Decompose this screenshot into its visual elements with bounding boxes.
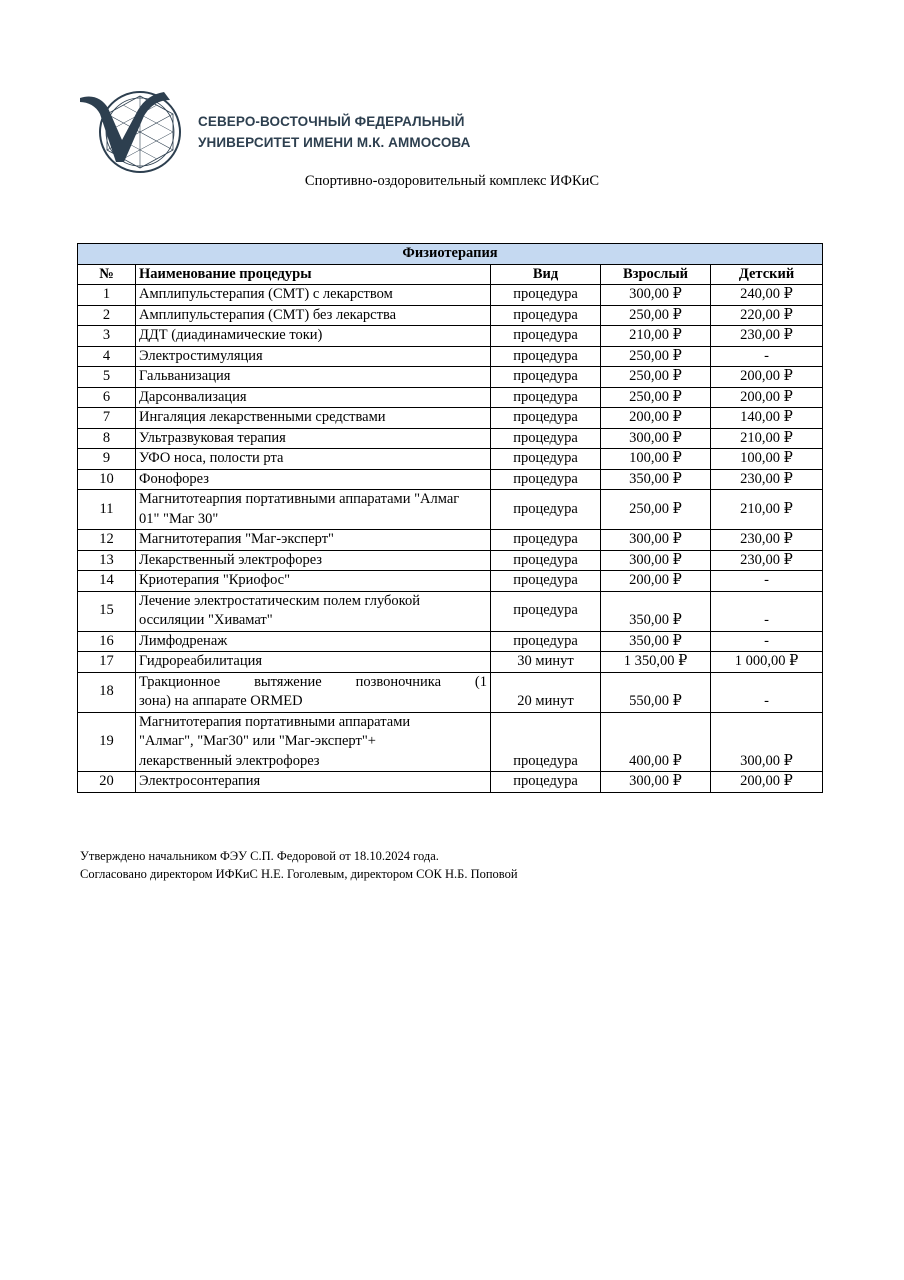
procedure-name: Дарсонвализация [136,387,491,408]
procedure-name: УФО носа, полости рта [136,449,491,470]
column-header-adult: Взрослый [601,264,711,285]
child-price: 140,00 ₽ [711,408,823,429]
procedure-kind: процедура [491,571,601,592]
row-number: 16 [78,631,136,652]
procedure-name-line: Лечение электростатическим полем глубокой [139,592,420,609]
adult-price: 350,00 ₽ [601,469,711,490]
adult-price: 1 350,00 ₽ [601,652,711,673]
procedure-kind: процедура [491,469,601,490]
procedure-kind: процедура [491,490,601,530]
child-price: - [711,591,823,631]
table-row [78,428,823,449]
procedure-name-line: "Алмаг", "Маг30" или "Маг-эксперт"+ [139,733,376,749]
procedure-kind: процедура [491,530,601,551]
approval-note-agreed: Согласовано директором ИФКиС Н.Е. Гоголевым, директором СОК Н.Б. Поповой [80,867,518,881]
adult-price: 200,00 ₽ [601,571,711,592]
child-price: 100,00 ₽ [711,449,823,470]
procedure-name-line: Магнитотеарпия портативными аппаратами "Алмаг [139,491,460,507]
adult-price: 250,00 ₽ [601,367,711,388]
table-row [78,305,823,326]
procedure-name: Лимфодренаж [136,631,491,652]
child-price: 230,00 ₽ [711,469,823,490]
procedure-name [136,591,491,631]
child-price: 220,00 ₽ [711,305,823,326]
child-price: 200,00 ₽ [711,772,823,793]
procedure-kind: процедура [491,591,601,631]
row-number: 18 [78,672,136,712]
adult-price: 300,00 ₽ [601,285,711,306]
approval-notes [80,847,518,883]
adult-price: 250,00 ₽ [601,387,711,408]
row-number: 1 [78,285,136,306]
adult-price: 250,00 ₽ [601,305,711,326]
adult-price: 300,00 ₽ [601,428,711,449]
table-row [78,408,823,429]
table-row [78,530,823,551]
table-row [78,571,823,592]
row-number: 7 [78,408,136,429]
adult-price: 550,00 ₽ [601,672,711,712]
adult-price: 200,00 ₽ [601,408,711,429]
procedure-name: Гидрореабилитация [136,652,491,673]
adult-price: 400,00 ₽ [601,712,711,772]
adult-price: 350,00 ₽ [601,591,711,631]
adult-price: 300,00 ₽ [601,550,711,571]
row-number: 2 [78,305,136,326]
procedure-name: Амплипульстерапия (СМТ) с лекарством [136,285,491,306]
approval-note-approved: Утверждено начальником ФЭУ С.П. Федоровой от 18.10.2024 года. [80,849,439,863]
procedure-name: Лекарственный электрофорез [136,550,491,571]
child-price: - [711,631,823,652]
row-number: 9 [78,449,136,470]
procedure-name [136,672,491,712]
procedure-name [136,490,491,530]
procedure-name: Электросонтерапия [136,772,491,793]
section-header-row [78,244,823,265]
row-number: 15 [78,591,136,631]
procedure-name: Криотерапия "Криофос" [136,571,491,592]
adult-price: 250,00 ₽ [601,346,711,367]
procedure-name: Электростимуляция [136,346,491,367]
procedure-kind: процедура [491,285,601,306]
procedure-kind: процедура [491,367,601,388]
table-row [78,652,823,673]
table-row [78,631,823,652]
row-number: 5 [78,367,136,388]
procedure-name: Фонофорез [136,469,491,490]
column-header-name: Наименование процедуры [136,264,491,285]
column-header-number: № [78,264,136,285]
procedure-name: Ультразвуковая терапия [136,428,491,449]
table-row [78,550,823,571]
procedure-kind: 20 минут [491,672,601,712]
child-price: - [711,571,823,592]
adult-price: 300,00 ₽ [601,772,711,793]
university-name-line1: СЕВЕРО-ВОСТОЧНЫЙ ФЕДЕРАЛЬНЫЙ [198,114,465,129]
adult-price: 250,00 ₽ [601,490,711,530]
table-row [78,672,823,712]
child-price: - [711,346,823,367]
table-row [78,712,823,772]
procedure-name: ДДТ (диадинамические токи) [136,326,491,347]
table-row [78,387,823,408]
university-logo [78,88,188,176]
document-subtitle: Спортивно-оздоровительный комплекс ИФКиС [304,173,600,189]
table-row [78,772,823,793]
procedure-kind: 30 минут [491,652,601,673]
child-price: 1 000,00 ₽ [711,652,823,673]
child-price: 200,00 ₽ [711,387,823,408]
university-name-line2: УНИВЕРСИТЕТ ИМЕНИ М.К. АММОСОВА [198,135,471,150]
child-price: 230,00 ₽ [711,530,823,551]
procedure-name-line: 01" "Маг 30" [139,510,219,527]
table-row [78,591,823,631]
row-number: 13 [78,550,136,571]
table-row [78,346,823,367]
procedure-name-line: оссиляции "Хивамат" [139,612,273,628]
column-header-row [78,264,823,285]
row-number: 17 [78,652,136,673]
row-number: 3 [78,326,136,347]
procedure-kind: процедура [491,631,601,652]
procedure-kind: процедура [491,772,601,793]
procedure-kind: процедура [491,712,601,772]
procedure-name-line: Тракционное вытяжение позвоночника (1 [139,673,487,690]
child-price: 230,00 ₽ [711,326,823,347]
column-header-child: Детский [711,264,823,285]
child-price: 300,00 ₽ [711,712,823,772]
table-row [78,490,823,530]
adult-price: 350,00 ₽ [601,631,711,652]
procedure-name-line: Магнитотерапия портативными аппаратами [139,713,411,730]
procedure-kind: процедура [491,326,601,347]
row-number: 20 [78,772,136,793]
price-table [77,243,823,793]
row-number: 8 [78,428,136,449]
child-price: 230,00 ₽ [711,550,823,571]
row-number: 4 [78,346,136,367]
adult-price: 300,00 ₽ [601,530,711,551]
procedure-name: Гальванизация [136,367,491,388]
child-price: 240,00 ₽ [711,285,823,306]
procedure-kind: процедура [491,305,601,326]
procedure-kind: процедура [491,346,601,367]
section-title: Физиотерапия [78,244,823,265]
column-header-kind: Вид [491,264,601,285]
row-number: 14 [78,571,136,592]
child-price: 210,00 ₽ [711,490,823,530]
row-number: 12 [78,530,136,551]
table-row [78,326,823,347]
table-row [78,367,823,388]
adult-price: 210,00 ₽ [601,326,711,347]
procedure-kind: процедура [491,428,601,449]
university-name [198,111,470,153]
procedure-name: Ингаляция лекарственными средствами [136,408,491,429]
procedure-kind: процедура [491,387,601,408]
row-number: 19 [78,712,136,772]
procedure-name-line: лекарственный электрофорез [139,752,320,769]
row-number: 10 [78,469,136,490]
table-row [78,469,823,490]
procedure-name [136,712,491,772]
table-row [78,285,823,306]
child-price: - [711,672,823,712]
procedure-name: Амплипульстерапия (СМТ) без лекарства [136,305,491,326]
child-price: 210,00 ₽ [711,428,823,449]
crystal-emblem-icon [80,92,180,172]
table-row [78,449,823,470]
procedure-kind: процедура [491,408,601,429]
row-number: 6 [78,387,136,408]
child-price: 200,00 ₽ [711,367,823,388]
adult-price: 100,00 ₽ [601,449,711,470]
procedure-name: Магнитотерапия "Маг-эксперт" [136,530,491,551]
procedure-name-line: зона) на аппарате ORMED [139,693,303,709]
procedure-kind: процедура [491,550,601,571]
row-number: 11 [78,490,136,530]
procedure-kind: процедура [491,449,601,470]
